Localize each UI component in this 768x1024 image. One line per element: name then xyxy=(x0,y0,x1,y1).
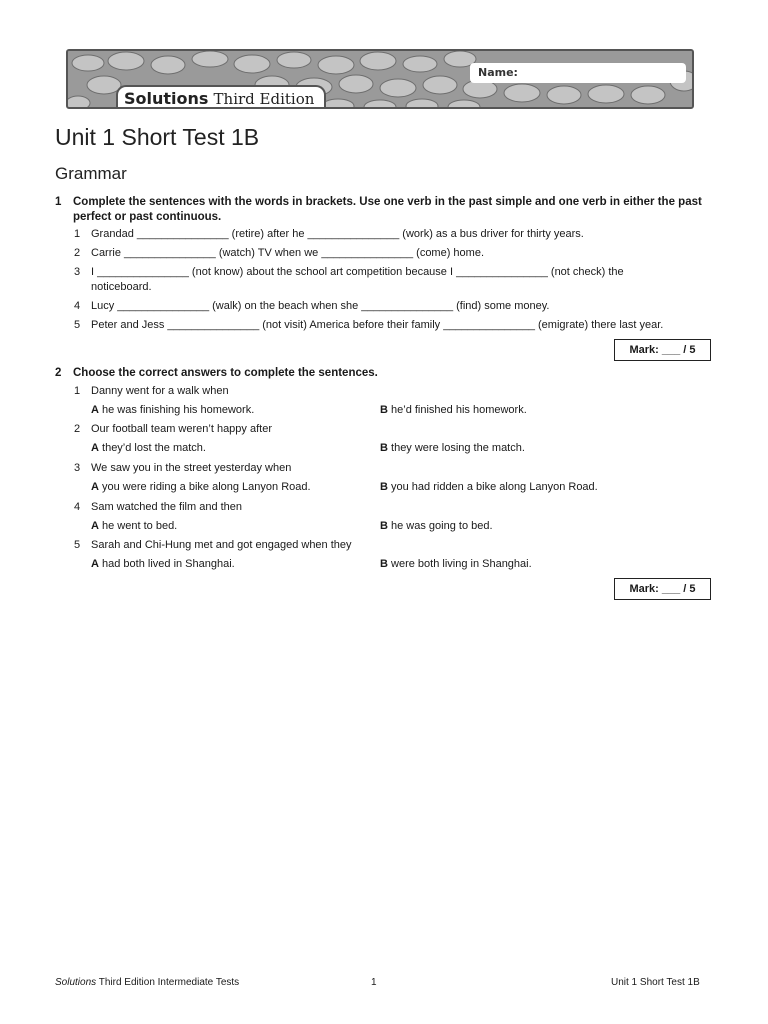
option-a[interactable]: A you were riding a bike along Lanyon Road. xyxy=(91,481,311,493)
list-item: 2 Carrie _______________ (watch) TV when we _______________ (come) home. xyxy=(74,247,485,259)
list-item: 1 Danny went for a walk when xyxy=(74,385,229,397)
list-item: 3 We saw you in the street yesterday when xyxy=(74,462,292,474)
list-item: 3 I _______________ (not know) about the school art competition because I _______________ (not check) the noticeboard. xyxy=(74,266,624,293)
footer-left: Solutions Third Edition Intermediate Tests xyxy=(55,977,240,988)
question-number: 1 xyxy=(55,196,62,208)
option-a[interactable]: A had both lived in Shanghai. xyxy=(91,558,235,570)
list-item: 4 Lucy _______________ (walk) on the beach when she _______________ (find) some money. xyxy=(74,300,550,312)
instruction-text: Choose the correct answers to complete the sentences. xyxy=(73,367,378,379)
section-heading: Grammar xyxy=(55,164,127,183)
option-b[interactable]: B they were losing the match. xyxy=(380,442,525,454)
page-title: Unit 1 Short Test 1B xyxy=(55,124,260,150)
option-a[interactable]: A he went to bed. xyxy=(91,520,178,532)
page-number: 1 xyxy=(371,977,377,988)
question-1-instruction xyxy=(55,195,705,225)
option-a[interactable]: A he was finishing his homework. xyxy=(91,404,255,416)
option-a[interactable]: A they’d lost the match. xyxy=(91,442,206,454)
list-item: 5 Sarah and Chi-Hung met and got engaged when they xyxy=(74,539,352,551)
mark-box-1: Mark: ___ / 5 xyxy=(614,339,711,361)
header-banner xyxy=(66,49,694,109)
mark-box-2: Mark: ___ / 5 xyxy=(614,578,711,600)
instruction-text: Complete the sentences with the words in brackets. Use one verb in the past simple and one verb in either the past perfect or past continuous. xyxy=(73,196,702,223)
option-b[interactable]: B he’d finished his homework. xyxy=(380,404,527,416)
list-item: 2 Our football team weren’t happy after xyxy=(74,423,272,435)
list-item: 5 Peter and Jess _______________ (not visit) America before their family _______________ (emigrate) there last year. xyxy=(74,319,664,331)
option-b[interactable]: B were both living in Shanghai. xyxy=(380,558,532,570)
name-label: Name: xyxy=(478,66,518,79)
list-item: 4 Sam watched the film and then xyxy=(74,501,243,513)
question-2-instruction xyxy=(55,366,705,381)
question-number: 2 xyxy=(55,367,62,379)
name-field[interactable] xyxy=(470,63,686,83)
footer-right: Unit 1 Short Test 1B xyxy=(611,977,700,988)
list-item: 1 Grandad _______________ (retire) after he _______________ (work) as a bus driver for thirty years. xyxy=(74,228,584,240)
option-b[interactable]: B he was going to bed. xyxy=(380,520,493,532)
brand-logo: Solutions Third Edition xyxy=(116,85,326,109)
option-b[interactable]: B you had ridden a bike along Lanyon Road. xyxy=(380,481,598,493)
